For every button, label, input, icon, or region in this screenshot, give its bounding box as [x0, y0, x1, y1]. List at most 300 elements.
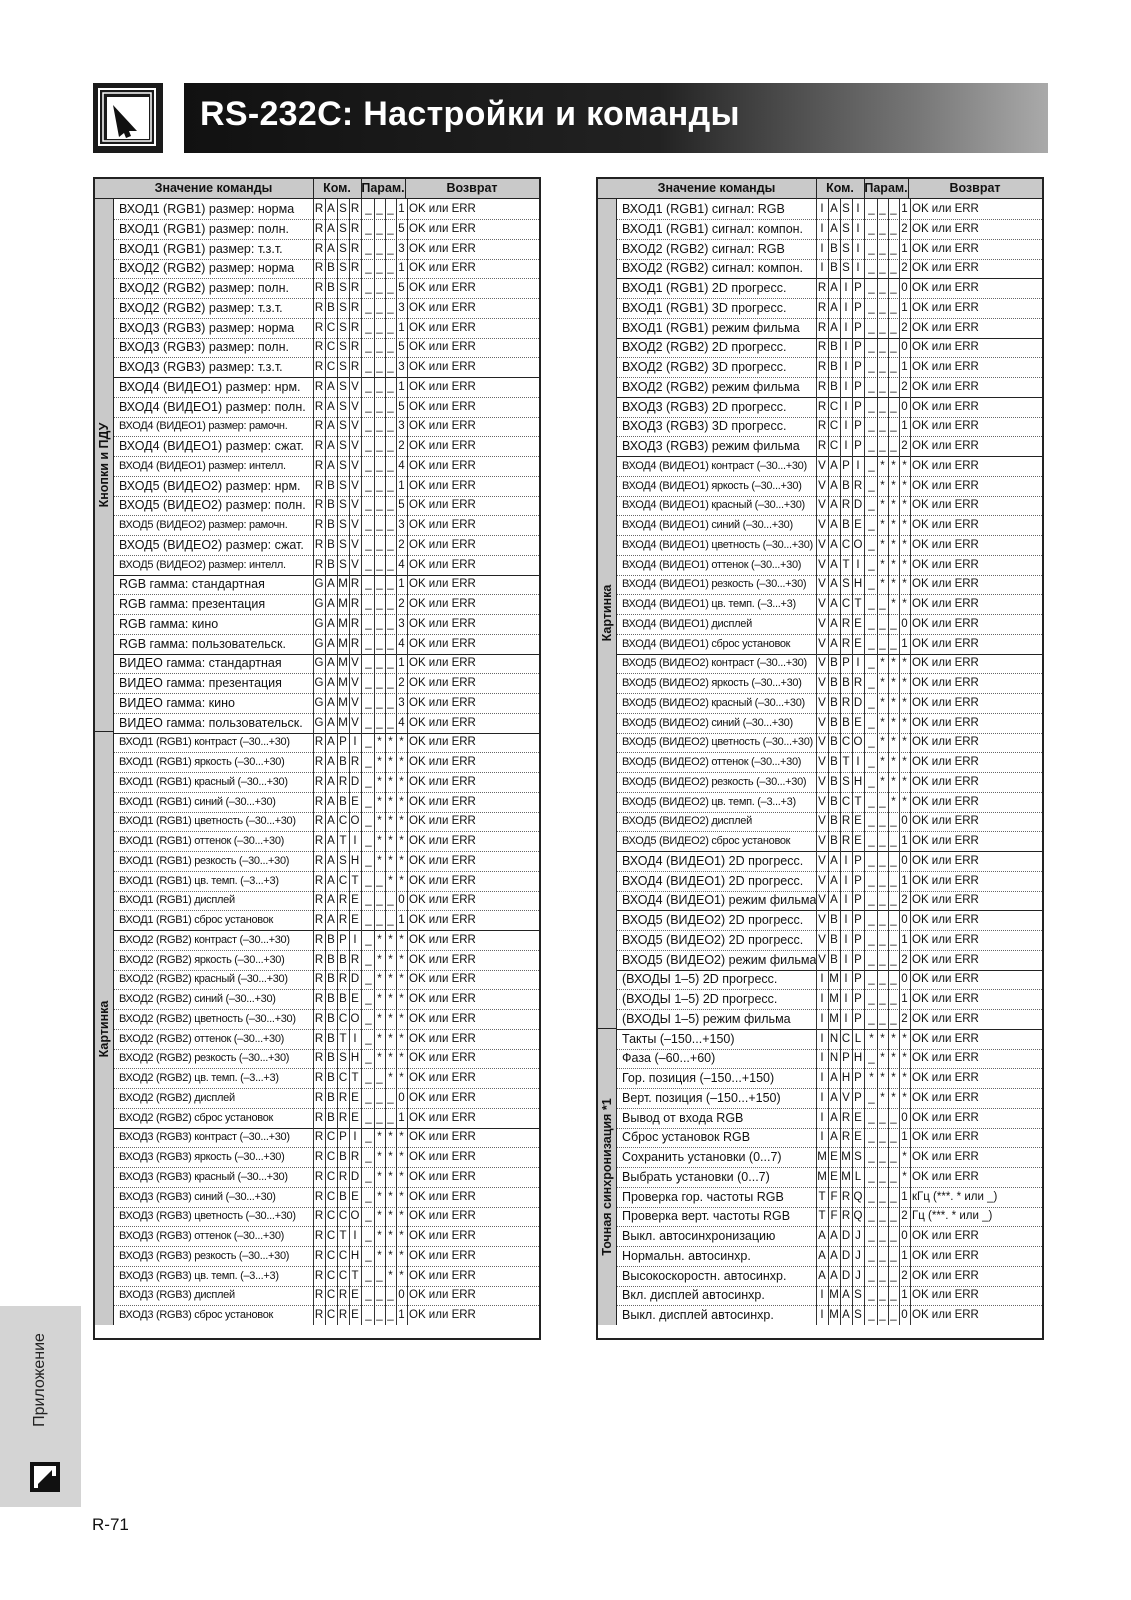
param-char: * — [377, 1249, 382, 1262]
cell-divider — [864, 634, 865, 654]
cell-divider — [361, 555, 362, 575]
command-char: I — [856, 558, 860, 571]
param-char: * — [880, 519, 885, 531]
cell-divider — [864, 772, 865, 792]
command-char: A — [830, 578, 838, 591]
param-char: _ — [868, 1230, 875, 1242]
command-char: T — [818, 1190, 826, 1203]
command-char: R — [314, 558, 324, 571]
cell-divider — [899, 752, 900, 772]
command-description: RGB гамма: пользовательск. — [119, 636, 286, 651]
command-char: B — [830, 815, 838, 828]
cell-divider — [374, 436, 375, 456]
param-char: _ — [890, 1249, 897, 1262]
param-char: * — [377, 973, 382, 986]
cell-divider — [396, 436, 397, 456]
table-row — [617, 693, 1042, 714]
cell-divider — [816, 989, 817, 1009]
param-char: * — [388, 1190, 393, 1203]
table-row — [617, 594, 1042, 615]
cell-divider — [361, 1147, 362, 1167]
cell-divider — [888, 989, 889, 1009]
command-char: S — [339, 479, 347, 492]
command-char: S — [854, 1151, 862, 1163]
cell-divider — [385, 397, 386, 417]
cell-divider — [337, 989, 338, 1009]
param-char: _ — [890, 361, 897, 373]
cell-divider — [337, 574, 338, 594]
param-char: _ — [890, 262, 897, 275]
cell-divider — [396, 1009, 397, 1029]
param-char: * — [399, 1190, 404, 1203]
param-char: _ — [890, 203, 897, 215]
cell-divider — [864, 337, 865, 357]
command-char: A — [327, 795, 335, 808]
header-cmd: Ком. — [826, 181, 854, 195]
command-char: P — [842, 459, 850, 472]
cell-divider — [385, 673, 386, 693]
return-value: OK или ERR — [912, 756, 979, 768]
command-description: ВХОД3 (RGB3) синий (–30...+30) — [119, 1190, 276, 1203]
command-char: A — [818, 1230, 826, 1242]
cell-divider — [385, 278, 386, 298]
cell-divider — [407, 515, 408, 535]
command-char: B — [339, 795, 347, 808]
cell-divider — [852, 732, 853, 752]
cell-divider — [910, 1068, 911, 1088]
param-char: * — [377, 933, 382, 946]
cell-divider — [361, 673, 362, 693]
table-row — [114, 1266, 539, 1287]
command-description: ВХОД4 (ВИДЕО1) размер: нрм. — [119, 379, 301, 394]
command-char: A — [830, 1072, 838, 1084]
param-char: * — [399, 1032, 404, 1045]
command-char: B — [830, 242, 838, 255]
cell-divider — [877, 436, 878, 456]
cell-divider — [337, 1206, 338, 1226]
cell-divider — [374, 318, 375, 338]
param-char: 0 — [901, 1309, 908, 1321]
command-char: V — [818, 914, 826, 926]
command-description: Выкл. дисплей автосинхр. — [622, 1308, 774, 1322]
cell-divider — [325, 495, 326, 515]
cell-divider — [325, 713, 326, 733]
cell-divider — [361, 535, 362, 555]
cell-divider — [349, 831, 350, 851]
command-description: ВХОД2 (RGB2) цветность (–30...+30) — [119, 1012, 296, 1025]
command-char: R — [314, 538, 324, 551]
cell-divider — [816, 1226, 817, 1246]
param-char: * — [891, 578, 896, 591]
command-char: B — [327, 538, 335, 551]
cell-divider — [877, 1009, 878, 1029]
cell-divider — [385, 258, 386, 278]
command-char: B — [830, 953, 838, 966]
cell-divider — [325, 1108, 326, 1128]
cell-divider — [337, 1147, 338, 1167]
table-row — [114, 515, 539, 536]
command-char: V — [351, 420, 359, 433]
param-char: _ — [879, 440, 886, 452]
cell-divider — [396, 1305, 397, 1325]
param-char: _ — [376, 677, 383, 689]
param-char: _ — [890, 993, 897, 1005]
return-value: OK или ERR — [409, 716, 476, 729]
command-description: ВХОД5 (ВИДЕО2) яркость (–30...+30) — [622, 677, 802, 689]
cell-divider — [313, 199, 314, 219]
cell-divider — [385, 989, 386, 1009]
cell-divider — [877, 811, 878, 831]
param-char: _ — [890, 1131, 897, 1144]
cell-divider — [407, 811, 408, 831]
cell-divider — [852, 1187, 853, 1207]
param-char: _ — [868, 1289, 875, 1302]
command-char: E — [830, 1170, 838, 1183]
param-char: 3 — [398, 242, 405, 255]
command-char: M — [338, 598, 348, 610]
return-value: OK или ERR — [912, 815, 979, 828]
table-row — [114, 1108, 539, 1129]
table-row — [617, 377, 1042, 398]
cell-divider — [385, 1029, 386, 1049]
param-char: * — [399, 775, 404, 788]
cell-divider — [864, 614, 865, 634]
table-row — [114, 811, 539, 832]
cell-divider — [816, 1285, 817, 1305]
cell-divider — [337, 851, 338, 871]
cell-divider — [313, 634, 314, 654]
param-char: _ — [868, 1091, 875, 1104]
param-char: _ — [890, 1151, 897, 1163]
cell-divider — [313, 258, 314, 278]
cell-divider — [816, 1305, 817, 1325]
cell-divider — [828, 1246, 829, 1266]
cell-divider — [852, 535, 853, 555]
table-row — [114, 989, 539, 1010]
param-char: * — [891, 657, 896, 670]
param-char: * — [388, 1052, 393, 1065]
cell-divider — [325, 969, 326, 989]
section-label: Картинка — [97, 1000, 111, 1057]
cell-divider — [899, 1305, 900, 1325]
cell-divider — [852, 456, 853, 476]
return-value: OK или ERR — [409, 1052, 476, 1065]
cell-divider — [877, 1147, 878, 1167]
cell-divider — [864, 713, 865, 733]
command-char: B — [830, 380, 838, 393]
cell-divider — [877, 772, 878, 792]
cell-divider — [910, 1127, 911, 1147]
cell-divider — [910, 555, 911, 575]
param-char: * — [891, 538, 896, 551]
command-char: A — [327, 775, 335, 788]
cell-divider — [888, 1226, 889, 1246]
command-char: P — [842, 657, 850, 670]
command-char: B — [327, 993, 335, 1005]
param-char: * — [891, 696, 896, 709]
return-value: OK или ERR — [912, 301, 979, 314]
command-char: V — [351, 380, 359, 393]
param-char: * — [388, 1032, 393, 1045]
command-description: Такты (–150...+150) — [622, 1031, 735, 1046]
command-char: R — [817, 420, 827, 433]
header-param: Парам. — [864, 181, 908, 195]
cell-divider — [877, 910, 878, 930]
command-char: V — [818, 953, 826, 966]
param-char: _ — [879, 262, 886, 275]
table-row — [617, 752, 1042, 773]
cell-divider — [888, 298, 889, 318]
command-char: C — [326, 321, 336, 334]
command-char: S — [339, 242, 347, 255]
command-char: P — [854, 361, 862, 373]
param-char: _ — [879, 341, 886, 354]
param-char: * — [388, 854, 393, 867]
cell-divider — [325, 377, 326, 397]
command-char: A — [818, 1249, 826, 1262]
cell-divider — [361, 199, 362, 219]
cell-divider — [313, 871, 314, 891]
return-value: OK или ERR — [912, 1269, 979, 1282]
cell-divider — [407, 653, 408, 673]
command-char: V — [818, 933, 826, 946]
param-char: _ — [365, 262, 372, 275]
cell-divider — [899, 219, 900, 239]
table-row — [617, 397, 1042, 418]
table-row — [114, 436, 539, 457]
command-char: A — [327, 894, 335, 907]
table-row — [114, 910, 539, 931]
command-description: ВХОД4 (ВИДЕО1) 2D прогресс. — [622, 873, 804, 888]
cell-divider — [349, 219, 350, 239]
cell-divider — [910, 1108, 911, 1128]
cell-divider — [337, 653, 338, 673]
cell-divider — [840, 851, 841, 871]
param-char: _ — [868, 361, 875, 373]
cell-divider — [337, 416, 338, 436]
param-char: _ — [365, 1170, 372, 1183]
cell-divider — [385, 1048, 386, 1068]
command-char: M — [829, 1309, 839, 1321]
cell-divider — [374, 1029, 375, 1049]
cell-divider — [816, 1127, 817, 1147]
cell-divider — [910, 416, 911, 436]
cell-divider — [864, 416, 865, 436]
cell-divider — [852, 1068, 853, 1088]
cell-divider — [888, 1048, 889, 1068]
return-value: OK или ERR — [912, 1032, 979, 1045]
cell-divider — [374, 693, 375, 713]
cell-divider — [407, 278, 408, 298]
param-char: _ — [879, 301, 886, 314]
cell-divider — [361, 397, 362, 417]
cell-divider — [337, 772, 338, 792]
cell-divider — [407, 416, 408, 436]
cell-divider — [313, 811, 314, 831]
param-char: _ — [376, 874, 383, 887]
cell-divider — [325, 653, 326, 673]
command-char: R — [314, 914, 324, 926]
table-row — [114, 476, 539, 497]
table-row — [617, 535, 1042, 556]
param-char: 0 — [901, 617, 908, 630]
param-char: _ — [365, 578, 372, 591]
section-label: Точная синхронизация *1 — [600, 1097, 614, 1256]
command-char: A — [327, 637, 335, 650]
param-char: _ — [868, 1131, 875, 1144]
command-char: M — [841, 1170, 851, 1183]
command-char: E — [854, 637, 862, 650]
cell-divider — [349, 1088, 350, 1108]
cell-divider — [349, 258, 350, 278]
command-char: B — [830, 756, 838, 768]
section-label-column — [95, 199, 114, 732]
cell-divider — [910, 910, 911, 930]
command-char: D — [841, 1230, 851, 1242]
param-char: _ — [868, 973, 875, 986]
param-char: * — [377, 795, 382, 808]
return-value: OK или ERR — [409, 341, 476, 354]
cell-divider — [864, 357, 865, 377]
cell-divider — [828, 1285, 829, 1305]
cell-divider — [864, 831, 865, 851]
param-char: _ — [879, 1309, 886, 1321]
cell-divider — [840, 752, 841, 772]
cell-divider — [337, 594, 338, 614]
param-char: _ — [365, 361, 372, 373]
command-char: I — [844, 933, 848, 946]
command-char: C — [841, 736, 851, 749]
cell-divider — [828, 831, 829, 851]
cell-divider — [828, 1226, 829, 1246]
table-row — [114, 1068, 539, 1089]
cell-divider — [407, 298, 408, 318]
cell-divider — [840, 831, 841, 851]
cell-divider — [396, 653, 397, 673]
cell-divider — [385, 653, 386, 673]
return-value: OK или ERR — [409, 874, 476, 887]
param-char: * — [902, 578, 907, 591]
command-char: R — [338, 1289, 348, 1302]
table-row — [114, 851, 539, 872]
param-char: * — [399, 874, 404, 887]
table-row — [114, 1009, 539, 1030]
command-char: A — [327, 756, 335, 768]
cell-divider — [852, 1305, 853, 1325]
cell-divider — [877, 1285, 878, 1305]
cell-divider — [816, 1029, 817, 1049]
cell-divider — [899, 831, 900, 851]
command-char: I — [820, 1052, 824, 1065]
cell-divider — [888, 1147, 889, 1167]
command-char: A — [830, 459, 838, 472]
cell-divider — [828, 1305, 829, 1325]
param-char: * — [891, 1072, 896, 1084]
cell-divider — [396, 555, 397, 575]
param-char: _ — [879, 973, 886, 986]
cell-divider — [877, 792, 878, 812]
command-char: B — [830, 361, 838, 373]
cell-divider — [888, 397, 889, 417]
command-char: R — [841, 835, 851, 847]
cell-divider — [396, 377, 397, 397]
command-char: B — [327, 1072, 335, 1084]
param-char: _ — [365, 815, 372, 828]
param-char: * — [399, 1249, 404, 1262]
command-char: B — [339, 953, 347, 966]
cell-divider — [840, 318, 841, 338]
cell-divider — [864, 673, 865, 693]
command-description: ВХОД4 (ВИДЕО1) размер: сжат. — [119, 439, 304, 453]
command-char: C — [326, 1151, 336, 1163]
param-char: * — [388, 795, 393, 808]
command-char: B — [842, 716, 850, 729]
command-char: S — [842, 242, 850, 255]
return-value: OK или ERR — [912, 380, 979, 393]
command-description: ВХОД5 (ВИДЕО2) контраст (–30...+30) — [622, 657, 807, 670]
table-row — [617, 298, 1042, 319]
cell-divider — [910, 239, 911, 259]
cell-divider — [385, 634, 386, 654]
table-row — [617, 1048, 1042, 1069]
cell-divider — [899, 1226, 900, 1246]
param-char: 5 — [398, 282, 405, 294]
cell-divider — [899, 653, 900, 673]
param-char: 1 — [901, 637, 908, 650]
command-char: A — [327, 716, 335, 729]
command-description: ВХОД4 (ВИДЕО1) красный (–30...+30) — [622, 499, 805, 512]
cell-divider — [852, 772, 853, 792]
command-char: A — [327, 400, 335, 413]
command-char: A — [830, 1131, 838, 1144]
cell-divider — [816, 634, 817, 654]
cell-divider — [361, 476, 362, 496]
cell-divider — [899, 950, 900, 970]
cell-divider — [816, 436, 817, 456]
param-char: _ — [365, 874, 372, 887]
param-char: 1 — [901, 1289, 908, 1302]
command-char: I — [820, 203, 824, 215]
cell-divider — [407, 1088, 408, 1108]
cell-divider — [852, 1206, 853, 1226]
cell-divider — [407, 1226, 408, 1246]
cell-divider — [349, 278, 350, 298]
command-char: A — [830, 558, 838, 571]
return-value: OK или ERR — [409, 1091, 476, 1104]
cell-divider — [361, 1206, 362, 1226]
cell-divider — [828, 772, 829, 792]
return-value: OK или ERR — [912, 894, 979, 907]
cell-divider — [852, 1029, 853, 1049]
command-char: E — [351, 1289, 359, 1302]
command-char: A — [327, 835, 335, 847]
command-char: I — [844, 400, 848, 413]
command-char: R — [817, 440, 827, 452]
return-value: OK или ERR — [912, 914, 979, 926]
cell-divider — [877, 258, 878, 278]
cell-divider — [816, 357, 817, 377]
param-char: _ — [376, 914, 383, 926]
table-row — [617, 199, 1042, 220]
cell-divider — [396, 634, 397, 654]
cell-divider — [349, 1206, 350, 1226]
command-char: I — [820, 1111, 824, 1124]
cell-divider — [852, 653, 853, 673]
cell-divider — [337, 535, 338, 555]
table-row — [617, 337, 1042, 358]
cell-divider — [899, 574, 900, 594]
param-char: _ — [868, 993, 875, 1005]
